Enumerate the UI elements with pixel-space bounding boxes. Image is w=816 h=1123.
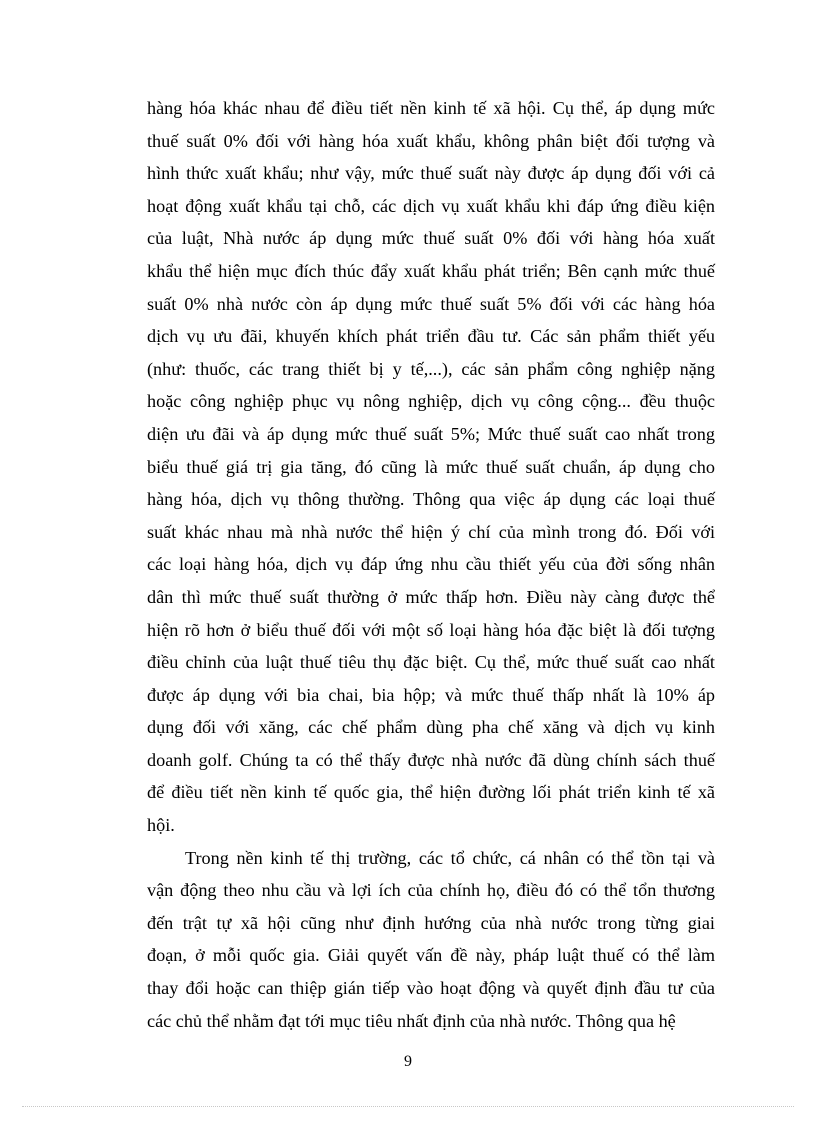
text-line: hội. (147, 815, 175, 836)
paragraph (147, 92, 715, 842)
text-line: được áp dụng với bia chai, bia hộp; và mức thuế thấp nhất là 10% áp (147, 684, 715, 705)
footer-divider (22, 1106, 794, 1107)
text-line: các loại hàng hóa, dịch vụ đáp ứng nhu cầu thiết yếu của đời sống nhân (147, 554, 715, 575)
text-line: suất 0% nhà nước còn áp dụng mức thuế suất 5% đối với các hàng hóa (147, 293, 715, 314)
text-line: đến trật tự xã hội cũng như định hướng của nhà nước trong từng giai (147, 912, 715, 933)
text-line: đoạn, ở mỗi quốc gia. Giải quyết vấn đề này, pháp luật thuế có thể làm (147, 945, 715, 966)
text-line: điều chỉnh của luật thuế tiêu thụ đặc biệt. Cụ thể, mức thuế suất cao nhất (147, 652, 715, 673)
text-line: vận động theo nhu cầu và lợi ích của chính họ, điều đó có thể tổn thương (147, 880, 715, 901)
text-line: hoạt động xuất khẩu tại chỗ, các dịch vụ xuất khẩu khi đáp ứng điều kiện (147, 195, 715, 216)
text-line: (như: thuốc, các trang thiết bị y tế,...), các sản phẩm công nghiệp nặng (147, 358, 715, 379)
text-line: Trong nền kinh tế thị trường, các tổ chức, cá nhân có thể tồn tại và (185, 847, 715, 868)
text-line: suất khác nhau mà nhà nước thể hiện ý chí của mình trong đó. Đối với (147, 521, 715, 542)
text-line: hàng hóa khác nhau để điều tiết nền kinh tế xã hội. Cụ thể, áp dụng mức (147, 98, 715, 118)
text-line: dân thì mức thuế suất thường ở mức thấp hơn. Điều này càng được thể (147, 586, 715, 607)
text-line: thay đổi hoặc can thiệp gián tiếp vào hoạt động và quyết định đầu tư của (147, 978, 715, 999)
page-number: 9 (404, 1053, 412, 1070)
text-line: dụng đối với xăng, các chế phẩm dùng pha chế xăng và dịch vụ kinh (147, 717, 715, 738)
text-line: diện ưu đãi và áp dụng mức thuế suất 5%; Mức thuế suất cao nhất trong (147, 423, 715, 444)
text-line: thuế suất 0% đối với hàng hóa xuất khẩu, không phân biệt đối tượng và (147, 130, 715, 151)
text-line: hàng hóa, dịch vụ thông thường. Thông qua việc áp dụng các loại thuế (147, 489, 715, 510)
text-line: để điều tiết nền kinh tế quốc gia, thể hiện đường lối phát triển kinh tế xã (147, 782, 715, 803)
text-line: hình thức xuất khẩu; như vậy, mức thuế suất này được áp dụng đối với cả (147, 163, 715, 184)
body-text (147, 92, 715, 1037)
text-line: doanh golf. Chúng ta có thể thấy được nhà nước đã dùng chính sách thuế (147, 749, 715, 770)
text-line: của luật, Nhà nước áp dụng mức thuế suất 0% đối với hàng hóa xuất (147, 228, 715, 249)
paragraph (147, 842, 715, 1038)
text-line: hiện rõ hơn ở biểu thuế đối với một số loại hàng hóa đặc biệt là đối tượng (147, 619, 715, 640)
text-line: dịch vụ ưu đãi, khuyến khích phát triển đầu tư. Các sản phẩm thiết yếu (147, 326, 715, 347)
text-line: hoặc công nghiệp phục vụ nông nghiệp, dịch vụ công cộng... đều thuộc (147, 391, 715, 412)
text-line: các chủ thể nhằm đạt tới mục tiêu nhất định của nhà nước. Thông qua hệ (147, 1010, 676, 1031)
text-line: biểu thuế giá trị gia tăng, đó cũng là mức thuế suất chuẩn, áp dụng cho (147, 456, 715, 477)
text-line: khẩu thể hiện mục đích thúc đẩy xuất khẩu phát triển; Bên cạnh mức thuế (147, 260, 715, 281)
